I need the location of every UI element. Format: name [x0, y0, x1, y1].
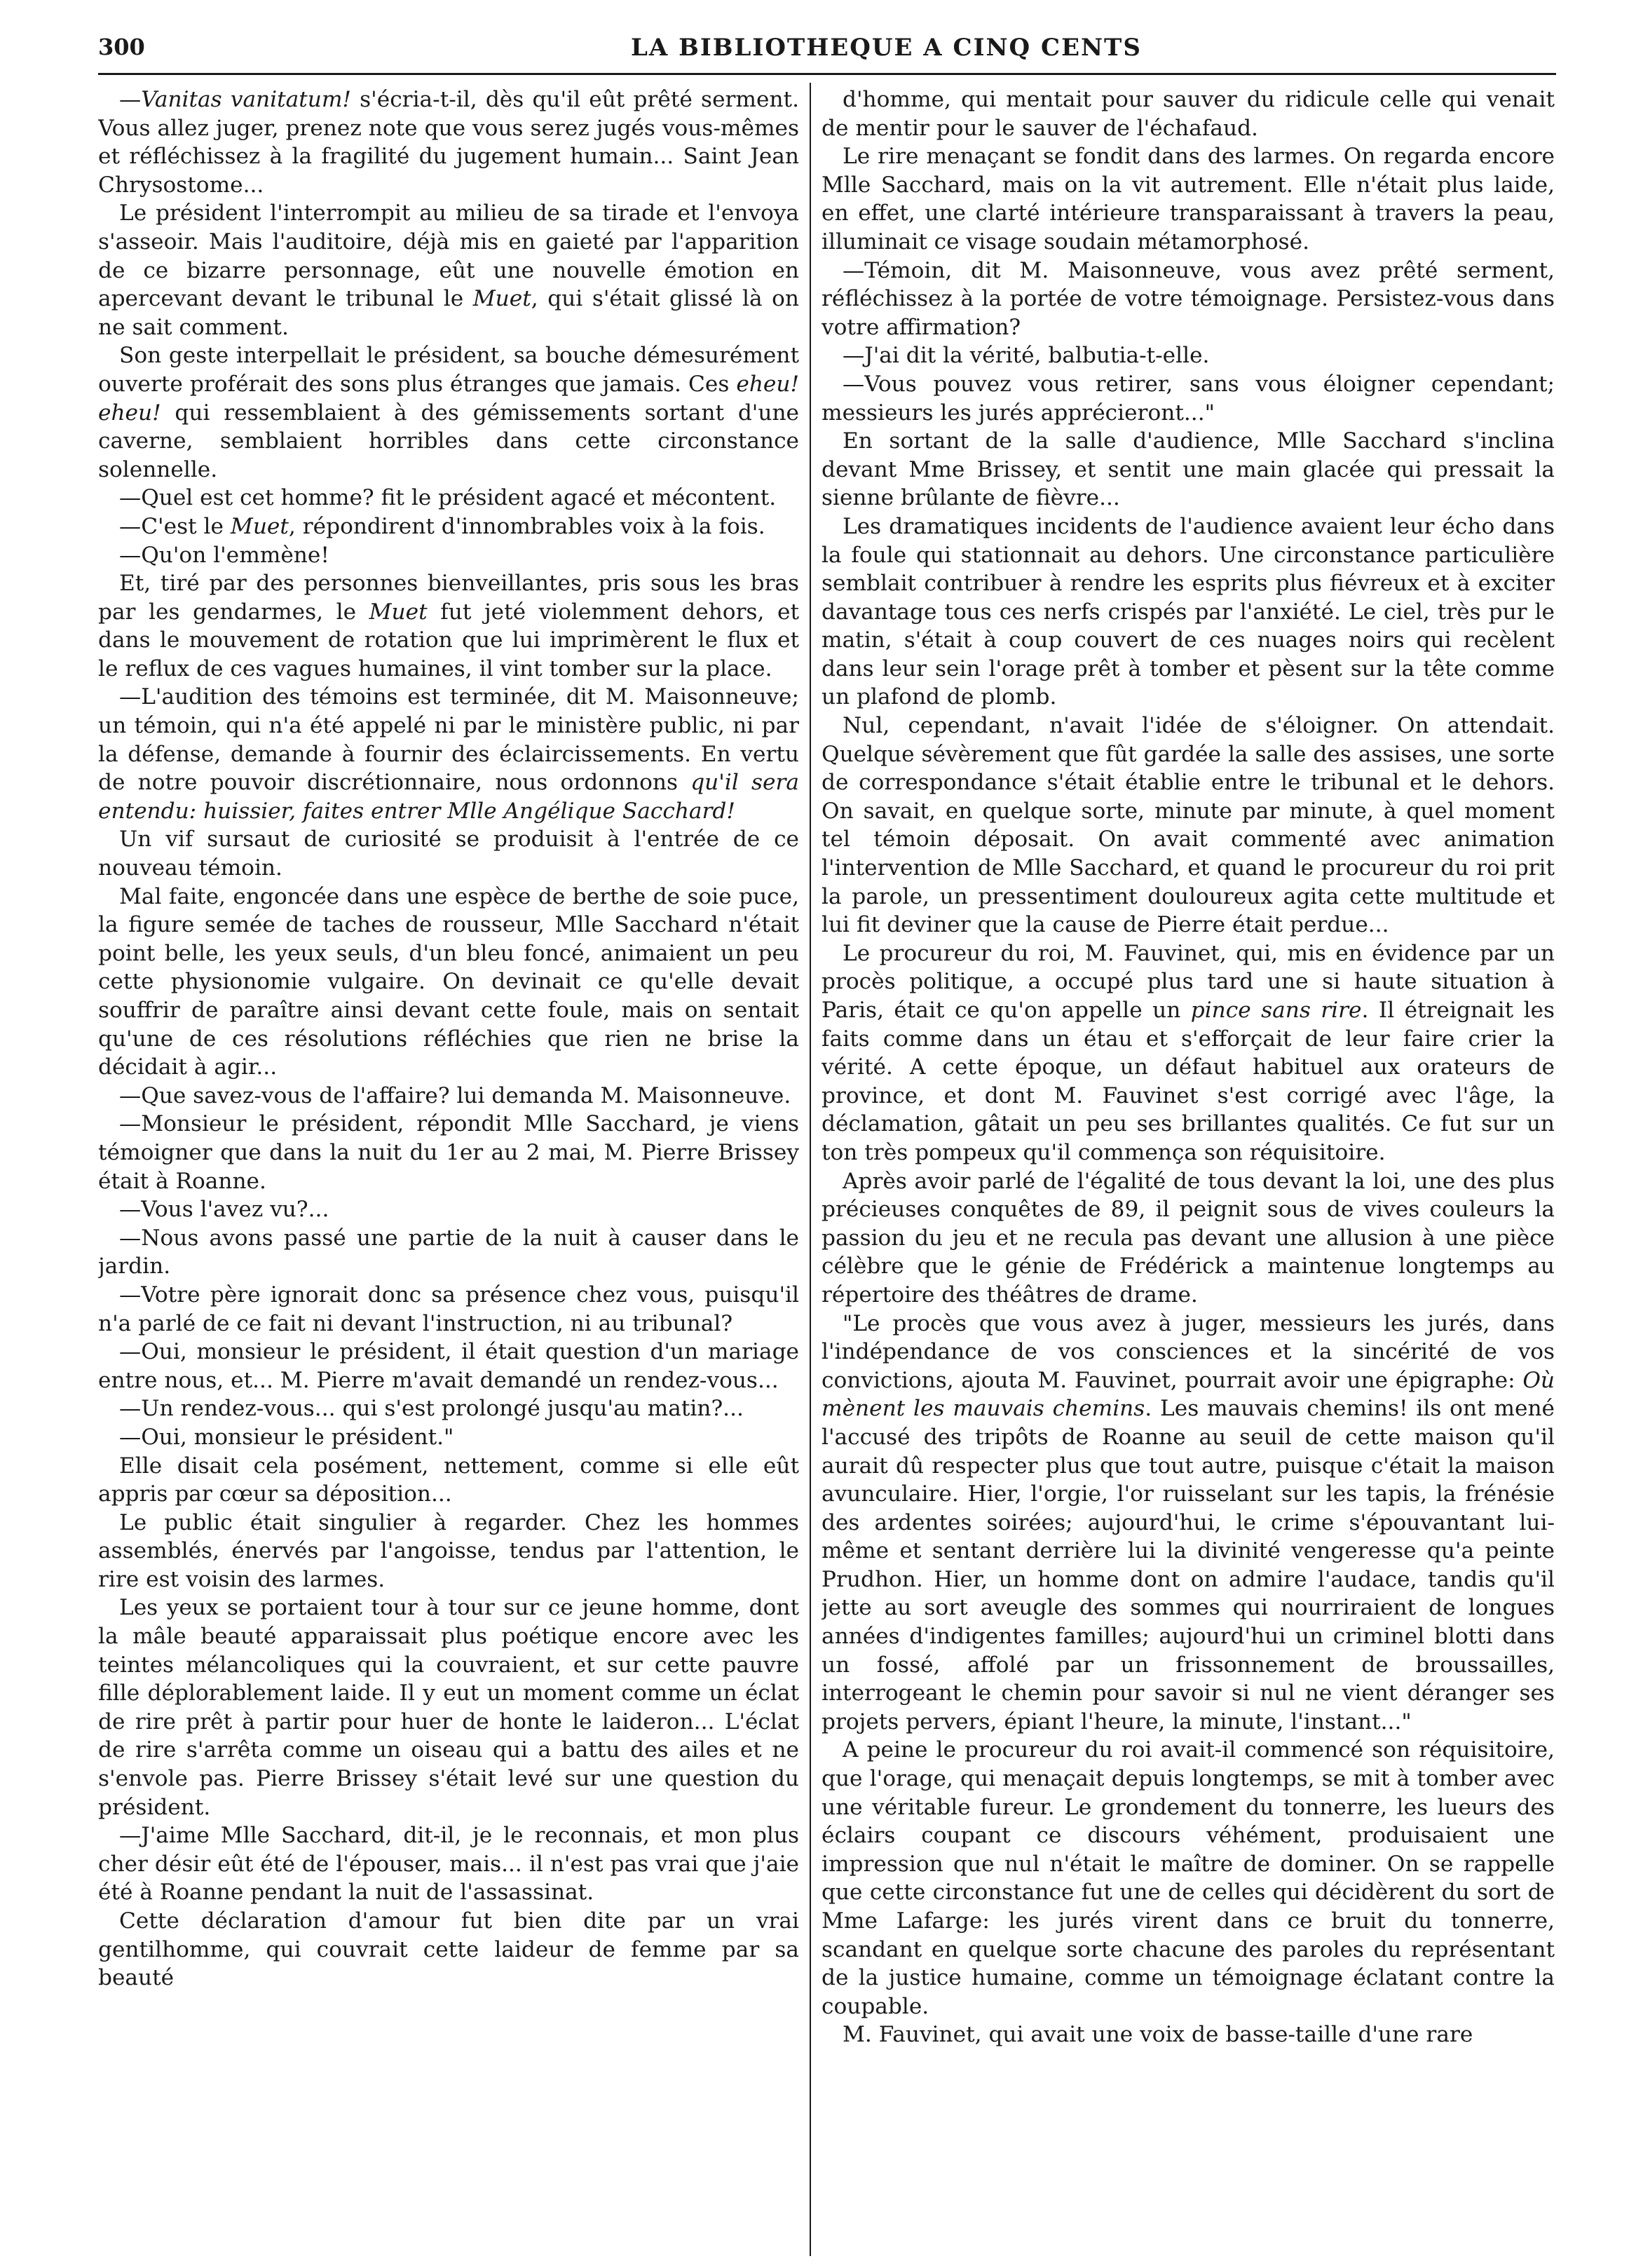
text-run: En sortant de la salle d'audience, Mlle Sacchard s'inclina devant Mme Brissey, et sentit une main glacée qui pressait la sienne brûlante de fièvre... — [822, 428, 1555, 511]
paragraph — [98, 825, 799, 882]
running-title: LA BIBLIOTHEQUE A CINQ CENTS — [631, 34, 1142, 62]
paragraph — [98, 1281, 799, 1338]
text-run: "Le procès que vous avez à juger, messieurs les jurés, dans l'indépendance de vos consciences et la sincérité de vos convictions, ajouta M. Fauvinet, pourrait avoir une épigraphe: — [822, 1310, 1555, 1393]
text-run: , qui s'était glissé là on ne sait comment. — [98, 286, 799, 340]
text-run: Elle disait cela posément, nettement, comme si elle eût appris par cœur sa déposition... — [98, 1453, 799, 1507]
paragraph — [822, 142, 1555, 256]
text-run: Après avoir parlé de l'égalité de tous devant la loi, une des plus précieuses conquêtes de 89, il peignit sous de vives couleurs la passion du jeu et ne recula pas devant une allusion à une pièce célèbre que le génie de Frédérick a maintenue longtemps au répertoire des théâtres de drame. — [822, 1168, 1555, 1308]
paragraph — [822, 939, 1555, 1167]
text-run: —L'audition des témoins est terminée, dit M. Maisonneuve; un témoin, qui n'a été appelé ni par le ministère public, ni par la défense, demande à fournir des éclaircissements. En vertu de notre pouvoir discrétionnaire, nous ordonnons — [98, 684, 799, 796]
paragraph — [98, 1338, 799, 1394]
paragraph — [98, 541, 799, 570]
paragraph — [98, 1509, 799, 1594]
paragraph — [98, 341, 799, 484]
text-run: Le rire menaçant se fondit dans des larmes. On regarda encore Mlle Sacchard, mais on la vit autrement. Elle n'était plus laide, en effet, une clarté intérieure transparaissant à travers la peau, illuminait ce visage soudain métamorphosé. — [822, 144, 1555, 254]
text-run: s'écria-t-il, dès qu'il eût prêté serment. Vous allez juger, prenez note que vous serez jugés vous-mêmes et réfléchissez à la fragilité du jugement humain... Saint Jean Chrysostome... — [98, 87, 799, 198]
paragraph — [98, 1195, 799, 1224]
text-run: —Un rendez-vous... qui s'est prolongé jusqu'au matin?... — [119, 1396, 744, 1422]
paragraph — [98, 1224, 799, 1281]
text-run: , répondirent d'innombrables voix à la fois. — [288, 513, 765, 539]
italic-text-run: Où mènent les mauvais chemins — [822, 1367, 1555, 1422]
text-run: —Que savez-vous de l'affaire? lui demanda M. Maisonneuve. — [119, 1082, 791, 1108]
paragraph — [822, 2021, 1555, 2049]
paragraph — [98, 512, 799, 541]
text-column-right — [822, 86, 1555, 2245]
text-run: —J'aime Mlle Sacchard, dit-il, je le reconnais, et mon plus cher désir eût été de l'épouser, mais... il n'est pas vrai que j'aie été à Roanne pendant la nuit de l'assassinat. — [98, 1823, 799, 1906]
italic-text-run: Muet — [230, 513, 289, 539]
text-run: M. Fauvinet, qui avait une voix de basse-taille d'une rare — [843, 2022, 1473, 2048]
paragraph — [822, 1310, 1555, 1737]
paragraph — [98, 1082, 799, 1111]
paragraph — [822, 1167, 1555, 1310]
paragraph — [822, 86, 1555, 142]
paragraph — [822, 257, 1555, 342]
text-run: —Vous l'avez vu?... — [119, 1197, 329, 1223]
text-run: . Les mauvais chemins! ils ont mené l'accusé des tripôts de Roanne au seuil de cette maison qu'il aurait dû respecter plus que tout autre, puisque c'était la maison avunculaire. Hier, l'orgie, l'or ruisselant sur les tapis, la frénésie des ardentes soirées; aujourd'hui, le crime s'épouvantant lui-même et sentant derrière lui la divinité vengeresse qu'a peinte Prudhon. Hier, un homme dont on admire l'audace, tandis qu'il jette au sort aveugle des sommes qui nourriraient de longues années d'indigentes familles; aujourd'hui un criminel blotti dans un fossé, affolé par un frissonnement de broussailles, interrogeant le chemin pour savoir si nul ne vient déranger ses projets pervers, épiant l'heure, la minute, l'instant..." — [822, 1396, 1555, 1734]
paragraph — [98, 1423, 799, 1452]
paragraph — [822, 370, 1555, 427]
text-run: qui ressemblaient à des gémissements sortant d'une caverne, semblaient horribles dans cette circonstance solennelle. — [98, 400, 799, 482]
text-run: —Oui, monsieur le président, il était question d'un mariage entre nous, et... M. Pierre m'avait demandé un rendez-vous... — [98, 1339, 799, 1393]
text-run: —Quel est cet homme? fit le président agacé et mécontent. — [119, 485, 777, 511]
text-run: Mal faite, engoncée dans une espèce de berthe de soie puce, la figure semée de taches de rousseur, Mlle Sacchard n'était point belle, les yeux seuls, d'un bleu foncé, animaient un peu cette physionomie vulgaire. On devinait ce qu'elle devait souffrir de paraître ainsi devant cette foule, mais on sentait qu'une de ces résolutions réfléchies que rien ne brise la décidait à agir... — [98, 883, 799, 1080]
italic-text-run: Vanitas vanitatum! — [141, 87, 351, 112]
text-run: Les yeux se portaient tour à tour sur ce jeune homme, dont la mâle beauté apparaissait plus poétique encore avec les teintes mélancoliques qui la couvraient, et sur cette pauvre fille déplorablement laide. Il y eut un moment comme un éclat de rire prêt à partir pour huer de honte le laideron... L'éclat de rire s'arrêta comme un oiseau qui a battu des ailes et ne s'envole pas. Pierre Brissey s'était levé sur une question du président. — [98, 1595, 799, 1820]
text-run: d'homme, qui mentait pour sauver du ridicule celle qui venait de mentir pour le sauver de l'échafaud. — [822, 87, 1555, 141]
text-run: —Monsieur le président, répondit Mlle Sacchard, je viens témoigner que dans la nuit du 1er au 2 mai, M. Pierre Brissey était à Roanne. — [98, 1111, 799, 1194]
text-run: Un vif sursaut de curiosité se produisit à l'entrée de ce nouveau témoin. — [98, 827, 799, 881]
text-run: —Oui, monsieur le président." — [119, 1424, 454, 1450]
paragraph — [822, 512, 1555, 712]
text-run: Son geste interpellait le président, sa bouche démesurément ouverte proférait des sons plus étranges que jamais. Ces — [98, 343, 799, 397]
text-run: Le public était singulier à regarder. Chez les hommes assemblés, énervés par l'angoisse, tendus par l'attention, le rire est voisin des larmes. — [98, 1509, 799, 1592]
paragraph — [98, 569, 799, 683]
text-run: A peine le procureur du roi avait-il commencé son réquisitoire, que l'orage, qui menaçait depuis longtemps, se mit à tomber avec une véritable fureur. Le grondement du tonnerre, les lueurs des éclairs coupant ce discours véhément, produisaient une impression que nul n'était le maître de dominer. On se rappelle que cette circonstance fut une de celles qui décidèrent du sort de Mme Lafarge: les jurés virent dans ce bruit du tonnerre, scandant en quelque sorte chacune des paroles du représentant de la justice humaine, comme un témoignage éclatant contre la coupable. — [822, 1737, 1555, 2019]
italic-text-run: qu'il sera entendu: huissier, faites entrer Mlle Angélique Sacchard! — [98, 770, 799, 824]
paragraph — [822, 341, 1555, 370]
text-run: Les dramatiques incidents de l'audience avaient leur écho dans la foule qui stationnait au dehors. Une circonstance particulière semblait contribuer à rendre les esprits plus fiévreux et à exciter davantage tous ces nerfs crispés par l'anxiété. Le ciel, très pur le matin, s'était à coup couvert de ces nuages noirs qui recèlent dans leur sein l'orage prêt à tomber et pèsent sur la tête comme un plafond de plomb. — [822, 513, 1555, 710]
paragraph — [98, 484, 799, 512]
text-run: —Vous pouvez vous retirer, sans vous éloigner cependant; messieurs les jurés apprécieront..." — [822, 371, 1555, 426]
page-header — [98, 34, 1556, 76]
text-run: —Témoin, dit M. Maisonneuve, vous avez prêté serment, réfléchissez à la portée de votre témoignage. Persistez-vous dans votre affirmation? — [822, 257, 1555, 340]
paragraph — [98, 86, 799, 199]
text-run: Le président l'interrompit au milieu de sa tirade et l'envoya s'asseoir. Mais l'auditoire, déjà mis en gaieté par l'apparition de ce bizarre personnage, eût une nouvelle émotion en apercevant devant le tribunal le — [98, 201, 799, 312]
text-run: Cette déclaration d'amour fut bien dite par un vrai gentilhomme, qui couvrait cette laideur de femme par sa beauté — [98, 1908, 799, 1991]
header-rule — [98, 73, 1556, 75]
paragraph — [98, 1394, 799, 1423]
paragraph — [98, 1907, 799, 1992]
paragraph — [98, 1110, 799, 1195]
text-run: —C'est le — [119, 513, 231, 539]
paragraph — [98, 1452, 799, 1509]
italic-text-run: Muet — [369, 599, 428, 625]
paragraph — [822, 1736, 1555, 2021]
text-run: Le procureur du roi, M. Fauvinet, qui, mis en évidence par un procès politique, a occupé plus tard une si haute situation à Paris, était ce qu'on appelle un — [822, 940, 1555, 1023]
text-column-left — [98, 86, 799, 2245]
italic-text-run: eheu! eheu! — [98, 371, 799, 426]
text-run: — — [119, 87, 142, 112]
text-run: —J'ai dit la vérité, balbutia-t-elle. — [843, 343, 1210, 369]
text-run: . Il étreignait les faits comme dans un étau et s'efforçait de leur faire crier la vérité. A cette époque, un défaut habituel aux orateurs de province, et dont M. Fauvinet s'est corrigé avec l'âge, la déclamation, gâtait un peu ses brillantes qualités. Ce fut sur un ton très pompeux qu'il commença son réquisitoire. — [822, 998, 1555, 1165]
italic-text-run: Muet — [472, 286, 531, 312]
paragraph — [822, 427, 1555, 512]
paragraph — [822, 712, 1555, 939]
paragraph — [98, 1594, 799, 1821]
text-run: Nul, cependant, n'avait l'idée de s'éloigner. On attendait. Quelque sévèrement que fût gardée la salle des assises, une sorte de correspondance s'était établie entre le tribunal et le dehors. On savait, en quelque sorte, minute par minute, à quel moment tel témoin déposait. On avait commenté avec animation l'intervention de Mlle Sacchard, et quand le procureur du roi prit la parole, un pressentiment douloureux agita cette multitude et lui fit deviner que la cause de Pierre était perdue... — [822, 713, 1555, 938]
page-number: 300 — [98, 34, 145, 60]
paragraph — [98, 1821, 799, 1907]
text-run: —Qu'on l'emmène! — [119, 542, 329, 568]
text-run: —Nous avons passé une partie de la nuit à causer dans le jardin. — [98, 1225, 799, 1279]
paragraph — [98, 683, 799, 825]
text-run: —Votre père ignorait donc sa présence chez vous, puisqu'il n'a parlé de ce fait ni devant l'instruction, ni au tribunal? — [98, 1282, 799, 1336]
text-run: Et, tiré par des personnes bienveillantes, pris sous les bras par les gendarmes, le — [98, 571, 799, 625]
text-run: fut jeté violemment dehors, et dans le mouvement de rotation que lui imprimèrent le flux et le reflux de ces vagues humaines, il vint tomber sur la place. — [98, 599, 799, 681]
italic-text-run: pince sans rire — [1190, 998, 1362, 1023]
column-divider — [810, 83, 811, 2256]
paragraph — [98, 199, 799, 341]
paragraph — [98, 883, 799, 1082]
